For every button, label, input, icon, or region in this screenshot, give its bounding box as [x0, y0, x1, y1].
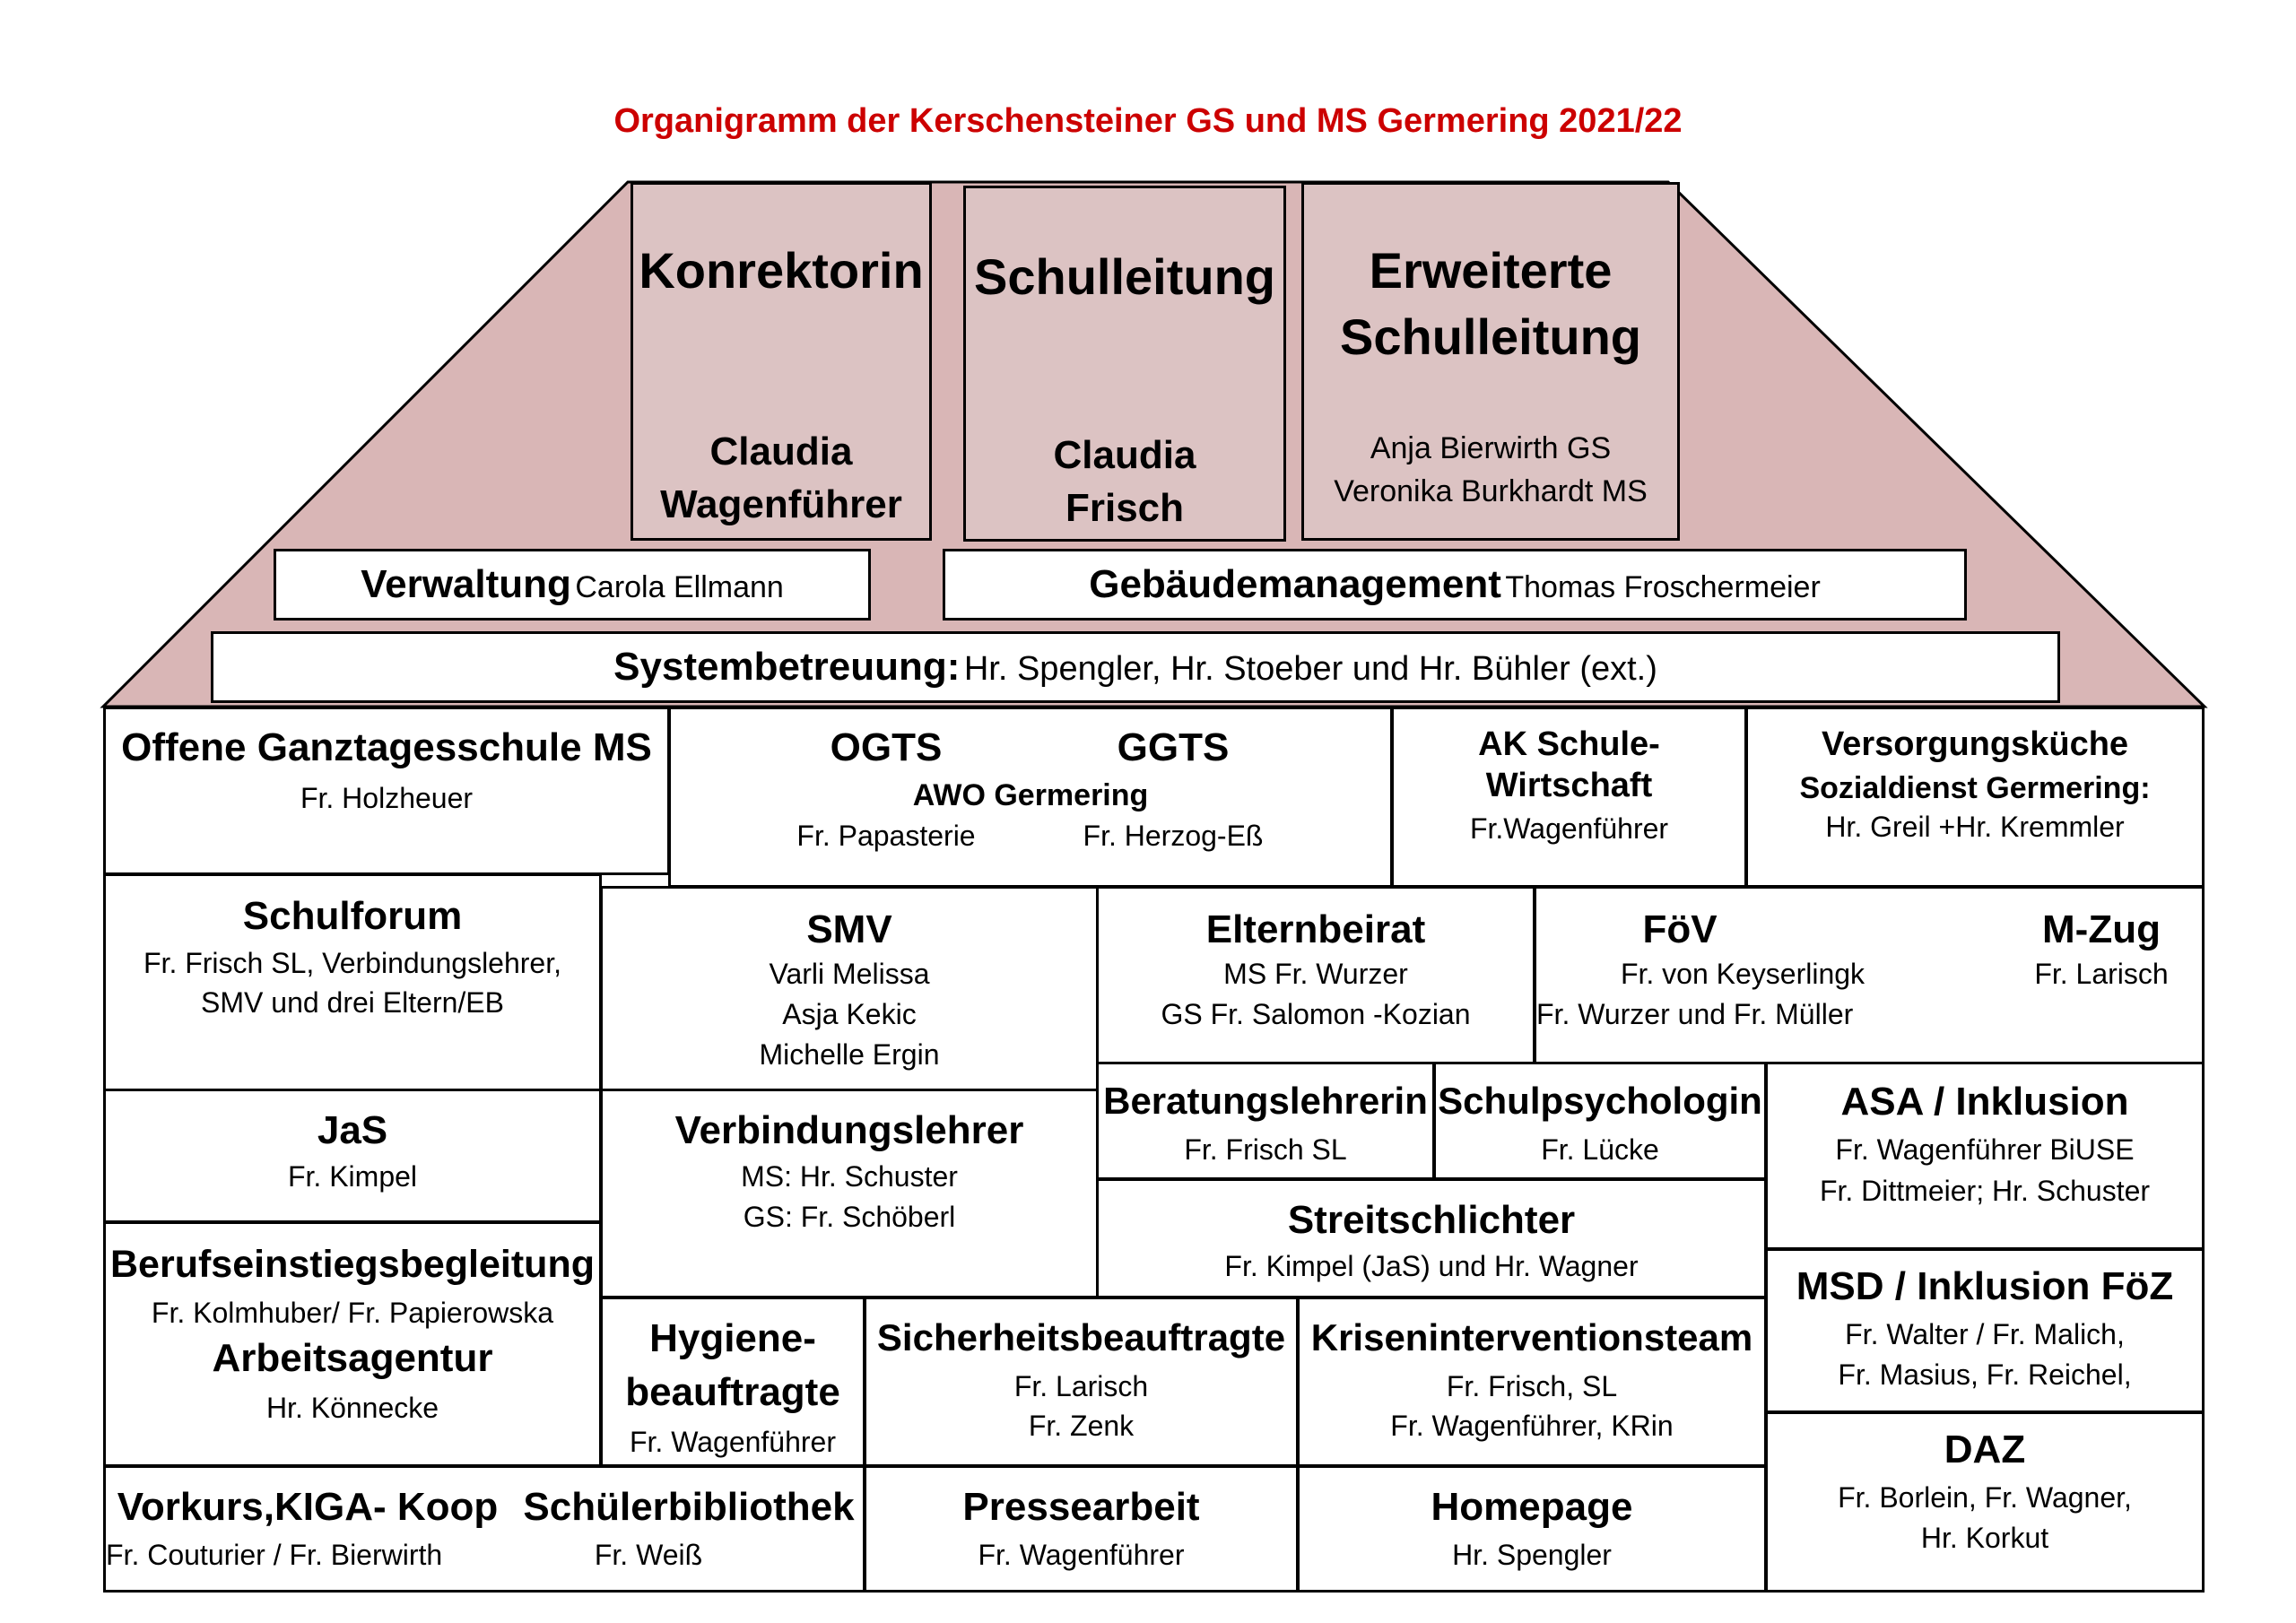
smv-box	[600, 886, 1099, 1092]
erweiterte-title2: Schulleitung	[1340, 308, 1641, 365]
msd-line1: Fr. Walter / Fr. Malich,	[1845, 1318, 2125, 1350]
kueche-sub: Sozialdienst Germering:	[1799, 771, 2151, 805]
presse-name: Fr. Wagenführer	[978, 1539, 1185, 1571]
smv-title: SMV	[806, 907, 892, 951]
offene-ganztagesschule-box	[103, 707, 670, 875]
smv-name-2: Asja Kekic	[782, 998, 917, 1030]
elternbeirat-line1: MS Fr. Wurzer	[1223, 958, 1408, 990]
schulleitung-name2: Frisch	[1065, 486, 1185, 530]
schulforum-line2: SMV und drei Eltern/EB	[201, 986, 504, 1019]
msd-line2: Fr. Masius, Fr. Reichel,	[1838, 1358, 2132, 1391]
sicherheit-line1: Fr. Larisch	[1013, 1370, 1149, 1402]
vorkurs-title: Vorkurs,KIGA- Koop	[117, 1485, 499, 1529]
beratung-title: Beratungslehrerin	[1103, 1080, 1428, 1122]
arbeitsagentur-title: Arbeitsagentur	[212, 1336, 493, 1380]
verwaltung-box	[274, 549, 871, 621]
foev-line1: Fr. von Keyserlingk	[1620, 958, 1866, 990]
system-names: Hr. Spengler, Hr. Stoeber und Hr. Bühler (ext.)	[963, 650, 1657, 688]
schulforum-title: Schulforum	[242, 894, 463, 938]
hygiene-name: Fr. Wagenführer	[629, 1426, 836, 1458]
presse-title: Pressearbeit	[962, 1485, 1200, 1529]
vorkurs-name: Fr. Couturier / Fr. Bierwirth	[106, 1539, 443, 1571]
konrektorin-box	[631, 182, 932, 541]
foev-mzug-box	[1534, 886, 2205, 1065]
msd-title: MSD / Inklusion FöZ	[1796, 1264, 2174, 1308]
verbindungslehrer-line2: GS: Fr. Schöberl	[743, 1201, 956, 1233]
jas-title: JaS	[317, 1108, 388, 1152]
daz-box	[1765, 1411, 2205, 1593]
system-title: Systembetreuung:	[613, 645, 961, 689]
erweiterte-name1: Anja Bierwirth GS	[1370, 431, 1612, 465]
schulforum-line1: Fr. Frisch SL, Verbindungslehrer,	[144, 947, 561, 979]
verwaltung-name: Carola Ellmann	[575, 570, 784, 604]
psychologin-title: Schulpsychologin	[1438, 1080, 1762, 1122]
erweiterte-schulleitung-box	[1301, 182, 1680, 541]
asa-title: ASA / Inklusion	[1840, 1080, 2129, 1124]
krise-title: Kriseninterventionsteam	[1310, 1316, 1753, 1358]
homepage-name: Hr. Spengler	[1452, 1539, 1612, 1571]
msd-inklusion-box	[1765, 1248, 2205, 1413]
beratung-name: Fr. Frisch SL	[1184, 1133, 1347, 1166]
asa-line2: Fr. Dittmeier; Hr. Schuster	[1819, 1175, 2151, 1207]
ak-schule-wirtschaft-box	[1391, 707, 1747, 888]
schulforum-box	[103, 873, 602, 1092]
konrektorin-name1: Claudia	[709, 430, 853, 473]
beruf-line1: Fr. Kolmhuber/ Fr. Papierowska	[151, 1297, 554, 1329]
ak-title: AK Schule- Wirtschaft	[1478, 725, 1660, 804]
krise-line2: Fr. Wagenführer, KRin	[1390, 1410, 1674, 1442]
foev-title: FöV	[1642, 907, 1718, 951]
verbindungslehrer-box	[600, 1089, 1099, 1298]
vorkurs-bibliothek-box	[103, 1465, 865, 1593]
schulpsychologin-box	[1433, 1062, 1767, 1180]
hygiene-box	[600, 1297, 865, 1467]
pressearbeit-box	[864, 1465, 1299, 1593]
awo-label: AWO Germering	[912, 778, 1149, 812]
chart-title: Organigramm der Kerschensteiner GS und MS Germering 2021/22	[613, 102, 1683, 140]
streitschlichter-box	[1096, 1178, 1767, 1298]
jas-name: Fr. Kimpel	[287, 1160, 418, 1193]
gebaeudemanagement-box	[943, 549, 1967, 621]
ogs-name: Fr. Holzheuer	[300, 782, 474, 814]
elternbeirat-title: Elternbeirat	[1205, 907, 1426, 951]
krise-line1: Fr. Frisch, SL	[1446, 1370, 1618, 1402]
daz-line2: Hr. Korkut	[1920, 1522, 2049, 1554]
daz-title: DAZ	[1944, 1428, 2026, 1471]
schulleitung-box	[963, 186, 1286, 542]
arbeitsagentur-name: Hr. Könnecke	[265, 1392, 439, 1424]
gebaeude-name: Thomas Froschermeier	[1505, 570, 1821, 604]
schulleitung-title: Schulleitung	[974, 248, 1275, 305]
kueche-title: Versorgungsküche	[1821, 725, 2129, 763]
jas-box	[103, 1089, 602, 1223]
streit-name: Fr. Kimpel (JaS) und Hr. Wagner	[1224, 1250, 1639, 1282]
ogts-title: OGTS	[830, 725, 943, 769]
konrektorin-title: Konrektorin	[639, 242, 924, 299]
sicherheitsbeauftragte-box	[864, 1297, 1299, 1467]
homepage-box	[1297, 1465, 1767, 1593]
verwaltung-title: Verwaltung	[361, 562, 571, 606]
verbindungslehrer-title: Verbindungslehrer	[674, 1108, 1024, 1152]
ggts-title: GGTS	[1117, 725, 1230, 769]
sicherheit-line2: Fr. Zenk	[1028, 1410, 1135, 1442]
bibliothek-title: Schülerbibliothek	[523, 1485, 855, 1529]
versorgungskueche-box	[1745, 707, 2205, 888]
elternbeirat-line2: GS Fr. Salomon -Kozian	[1161, 998, 1471, 1030]
homepage-title: Homepage	[1431, 1485, 1633, 1529]
erweiterte-name2: Veronika Burkhardt MS	[1334, 474, 1648, 508]
asa-inklusion-box	[1765, 1062, 2205, 1250]
verbindungslehrer-line1: MS: Hr. Schuster	[741, 1160, 958, 1193]
daz-line1: Fr. Borlein, Fr. Wagner,	[1838, 1481, 2132, 1514]
berufseinstieg-box	[103, 1221, 602, 1467]
asa-line1: Fr. Wagenführer BiUSE	[1835, 1133, 2135, 1166]
streit-title: Streitschlichter	[1287, 1198, 1576, 1242]
smv-name-3: Michelle Ergin	[759, 1038, 940, 1071]
kueche-names: Hr. Greil +Hr. Kremmler	[1825, 811, 2125, 843]
bibliothek-name: Fr. Weiß	[594, 1539, 703, 1571]
mzug-name: Fr. Larisch	[2034, 958, 2169, 990]
ogts-name: Fr. Papasterie	[796, 820, 976, 852]
ak-name: Fr.Wagenführer	[1469, 812, 1669, 845]
erweiterte-title1: Erweiterte	[1369, 242, 1613, 299]
mzug-title: M-Zug	[2042, 907, 2161, 951]
foev-line2: Fr. Wurzer und Fr. Müller	[1536, 998, 1854, 1030]
schulleitung-name1: Claudia	[1053, 433, 1196, 477]
elternbeirat-box	[1096, 886, 1535, 1065]
hygiene-title1: Hygiene-	[649, 1316, 816, 1360]
systembetreuung-box	[211, 631, 2060, 703]
ogs-title: Offene Ganztagesschule MS	[121, 725, 652, 769]
hygiene-title2: beauftragte	[625, 1370, 840, 1414]
beratungslehrerin-box	[1096, 1062, 1435, 1180]
konrektorin-name2: Wagenführer	[660, 482, 902, 526]
ggts-name: Fr. Herzog-Eß	[1083, 820, 1264, 852]
sicherheit-title: Sicherheitsbeauftragte	[876, 1316, 1286, 1358]
kriseninterventionsteam-box	[1297, 1297, 1767, 1467]
ogts-ggts-box	[668, 707, 1393, 888]
beruf-title: Berufseinstiegsbegleitung	[110, 1243, 595, 1286]
psychologin-name: Fr. Lücke	[1541, 1133, 1659, 1166]
smv-name-1: Varli Melissa	[769, 958, 930, 990]
gebaeude-title: Gebäudemanagement	[1089, 562, 1501, 606]
